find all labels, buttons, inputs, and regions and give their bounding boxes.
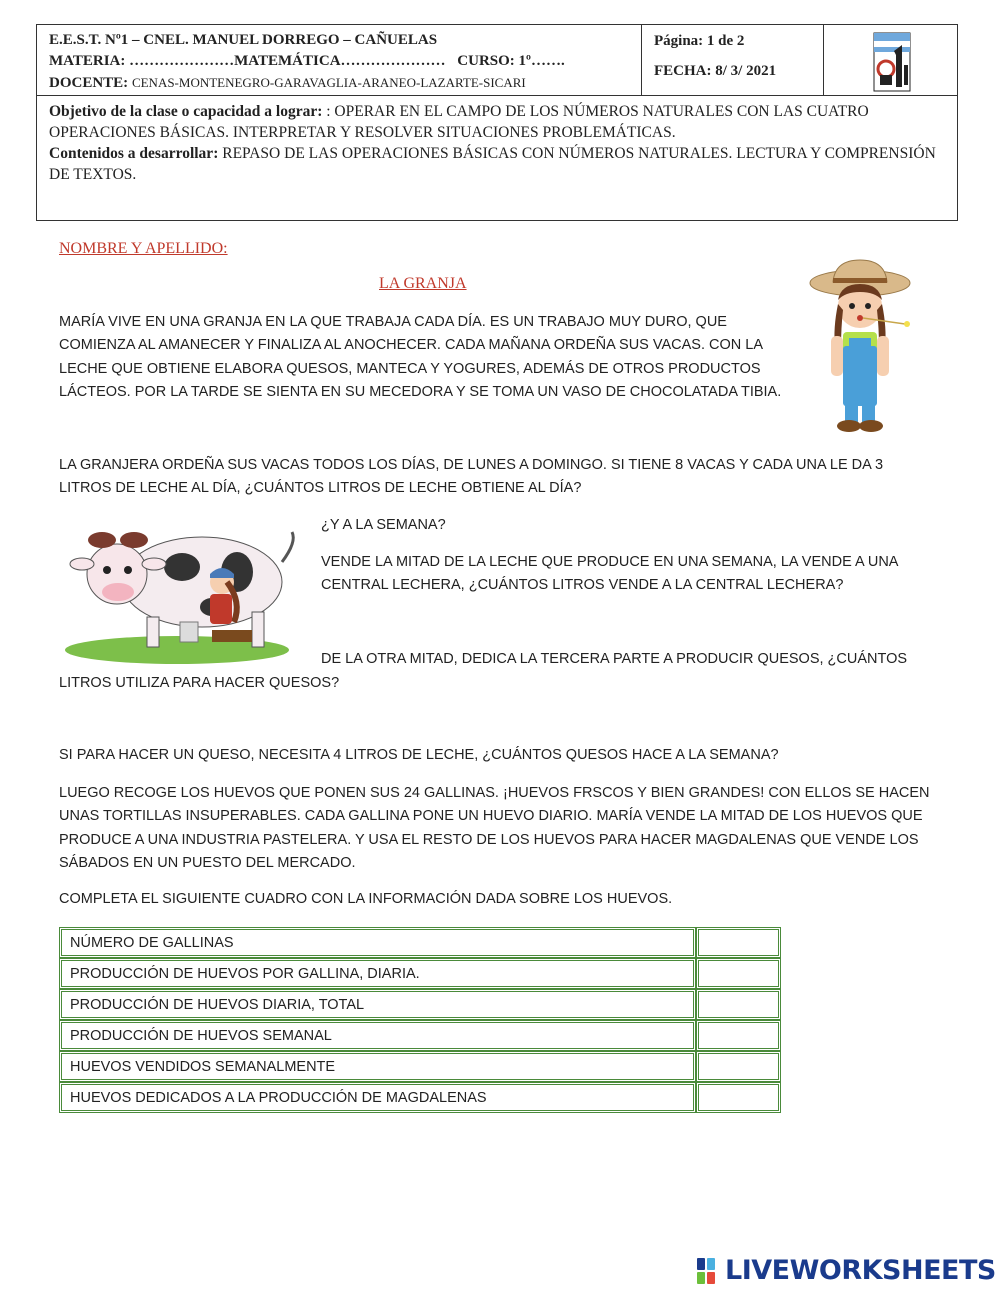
school-logo-icon [824, 25, 957, 95]
question-2: ¿Y A LA SEMANA? [321, 517, 446, 533]
table-row-label: PRODUCCIÓN DE HUEVOS DIARIA, TOTAL [59, 989, 696, 1020]
liveworksheets-icon [697, 1258, 725, 1284]
table-instructions: COMPLETA EL SIGUIENTE CUADRO CON LA INFORMACIÓN DADA SOBRE LOS HUEVOS. [59, 891, 673, 907]
table-row-label: PRODUCCIÓN DE HUEVOS POR GALLINA, DIARIA. [59, 958, 696, 989]
materia-line: MATERIA: …………………MATEMÁTICA………………… CURSO: 1º……. [49, 53, 565, 69]
liveworksheets-logo [697, 1255, 996, 1286]
page-number: Página: 1 de 2 [654, 33, 745, 49]
answer-field[interactable] [696, 927, 781, 958]
answer-field[interactable] [696, 989, 781, 1020]
school-name: E.E.S.T. Nº1 – CNEL. MANUEL DORREGO – CAÑUELAS [49, 32, 438, 48]
table-row [59, 989, 781, 1020]
answer-field[interactable] [696, 1051, 781, 1082]
name-label: NOMBRE Y APELLIDO: [59, 240, 228, 257]
header-info-cell [37, 25, 642, 95]
table-row-label: HUEVOS VENDIDOS SEMANALMENTE [59, 1051, 696, 1082]
table-row-label: HUEVOS DEDICADOS A LA PRODUCCIÓN DE MAGDALENAS [59, 1082, 696, 1113]
contenidos: Contenidos a desarrollar: REPASO DE LAS OPERACIONES BÁSICAS CON NÚMEROS NATURALES. LECTURA Y COMPRENSIÓN DE TEXTOS. [49, 145, 936, 183]
answer-field[interactable] [696, 1020, 781, 1051]
header-top-row [37, 25, 957, 96]
question-3: VENDE LA MITAD DE LA LECHE QUE PRODUCE EN UNA SEMANA, LA VENDE A UNA CENTRAL LECHERA, ¿CUÁNTOS LITROS VENDE A LA CENTRAL LECHERA? [321, 554, 898, 594]
question-1: LA GRANJERA ORDEÑA SUS VACAS TODOS LOS DÍAS, DE LUNES A DOMINGO. SI TIENE 8 VACAS Y CADA UNA LE DA 3 LITROS DE LECHE AL DÍA, ¿CUÁNTOS LITROS DE LECHE OBTIENE AL DÍA? [59, 457, 884, 497]
farmer-girl-illustration [805, 258, 920, 438]
curso: CURSO: 1º……. [457, 53, 565, 69]
header-objectives [37, 95, 957, 191]
table-row-label: NÚMERO DE GALLINAS [59, 927, 696, 958]
cow-milking-illustration [62, 512, 302, 667]
table-row [59, 927, 781, 958]
question-5: SI PARA HACER UN QUESO, NECESITA 4 LITROS DE LECHE, ¿CUÁNTOS QUESOS HACE A LA SEMANA? [59, 747, 779, 763]
brand-name: LIVEWORKSHEETS [725, 1255, 996, 1286]
table-row [59, 1020, 781, 1051]
table-row [59, 1082, 781, 1113]
eggs-paragraph: LUEGO RECOGE LOS HUEVOS QUE PONEN SUS 24 GALLINAS. ¡HUEVOS FRSCOS Y BIEN GRANDES! CON ELLOS SE HACEN UNAS TORTILLAS INSUPERABLES. CADA GALLINA PONE UN HUEVO DIARIO. MARÍA VENDE LA MITAD DE LOS HUEVOS QUE PRODUCE A UNA INDUSTRIA PASTELERA. Y USA EL RESTO DE LOS HUEVOS PARA HACER MAGDALENAS QUE VENDE LOS SÁBADOS EN UN PUESTO DEL MERCADO. [59, 785, 930, 871]
answer-field[interactable] [696, 958, 781, 989]
header-page-cell [642, 25, 824, 95]
intro-paragraph: MARÍA VIVE EN UNA GRANJA EN LA QUE TRABAJA CADA DÍA. ES UN TRABAJO MUY DURO, QUE COMIENZA AL AMANECER Y FINALIZA AL ANOCHECER. CADA MAÑANA ORDEÑA SUS VACAS. CON LA LECHE QUE OBTIENE ELABORA QUESOS, MANTECA Y YOGURES, ADEMÁS DE OTROS PRODUCTOS LÁCTEOS. POR LA TARDE SE SIENTA EN SU MECEDORA Y SE TOMA UN VASO DE CHOCOLATADA TIBIA. [59, 314, 782, 400]
answer-field[interactable] [696, 1082, 781, 1113]
table-row [59, 1051, 781, 1082]
table-row [59, 958, 781, 989]
eggs-table [59, 927, 781, 1113]
table-row-label: PRODUCCIÓN DE HUEVOS SEMANAL [59, 1020, 696, 1051]
school-logo-cell [824, 25, 957, 95]
date: FECHA: 8/ 3/ 2021 [654, 63, 777, 79]
page-title: LA GRANJA [379, 275, 467, 292]
question-4-line-1: DE LA OTRA MITAD, DEDICA LA TERCERA PARTE A PRODUCIR QUESOS, ¿CUÁNTOS [321, 651, 908, 667]
docente-line: DOCENTE: CENAS-MONTENEGRO-GARAVAGLIA-ARANEO-LAZARTE-SICARI [49, 75, 526, 91]
question-4-line-2: LITROS UTILIZA PARA HACER QUESOS? [59, 675, 340, 691]
objetivo: Objetivo de la clase o capacidad a lograr: : OPERAR EN EL CAMPO DE LOS NÚMEROS NATURALES CON LAS CUATRO OPERACIONES BÁSICAS. INTERPRETAR Y RESOLVER SITUACIONES PROBLEMÁTICAS. [49, 103, 869, 141]
header-box [36, 24, 958, 221]
